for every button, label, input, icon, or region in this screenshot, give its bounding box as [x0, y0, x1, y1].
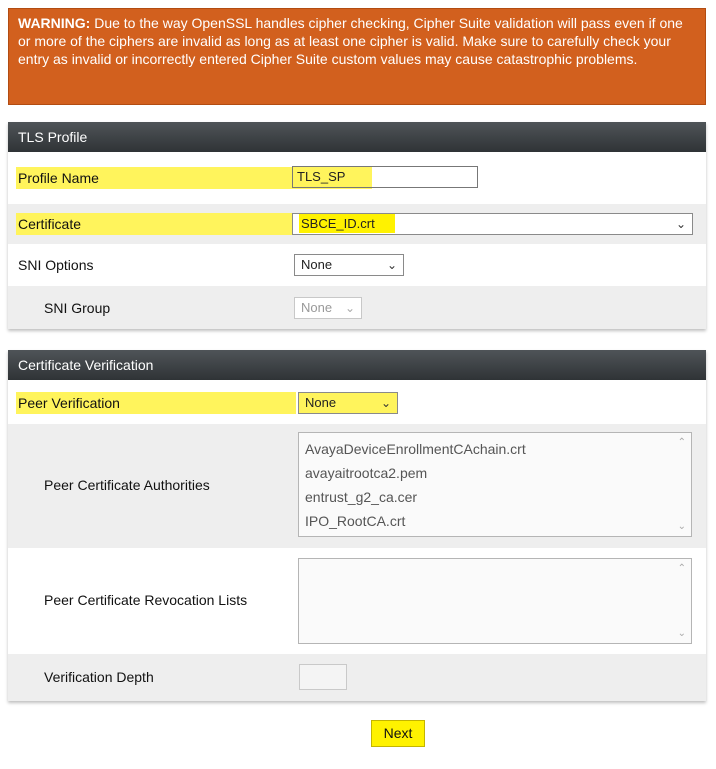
certificate-select[interactable] [292, 213, 693, 235]
list-item[interactable]: entrust_g2_ca.cer [305, 489, 418, 505]
verification-depth-label: Verification Depth [44, 669, 154, 685]
verification-depth-input [299, 664, 347, 690]
sni-options-value: None [301, 257, 333, 272]
peer-cert-authorities-row [8, 424, 706, 548]
chevron-down-icon: ⌄ [675, 217, 686, 231]
list-item[interactable]: avayaitrootca2.pem [305, 465, 428, 481]
cert-verification-panel [8, 350, 706, 701]
cert-verification-header: Certificate Verification [8, 350, 706, 380]
peer-cert-revocation-list[interactable] [298, 558, 692, 644]
peer-verification-row [8, 380, 706, 424]
verification-depth-row [8, 654, 706, 701]
scroll-up-icon[interactable]: ⌃ [677, 437, 686, 448]
peer-cert-revocation-row [8, 548, 706, 654]
profile-name-row [8, 152, 706, 204]
scroll-down-icon[interactable]: ⌄ [677, 628, 686, 639]
warning-prefix: WARNING: [18, 15, 91, 31]
chevron-down-icon: ⌄ [386, 258, 397, 272]
chevron-down-icon: ⌄ [344, 301, 355, 315]
sni-group-value: None [301, 300, 333, 315]
scroll-up-icon[interactable]: ⌃ [677, 563, 686, 574]
certificate-label: Certificate [18, 216, 82, 232]
sni-options-select[interactable] [294, 254, 404, 276]
peer-verification-value: None [305, 395, 337, 410]
sni-options-row [8, 244, 706, 286]
certificate-row [8, 204, 706, 244]
peer-cert-authorities-list[interactable] [298, 432, 692, 537]
chevron-down-icon: ⌄ [380, 396, 391, 410]
sni-group-label: SNI Group [44, 300, 111, 316]
scroll-down-icon[interactable]: ⌄ [677, 521, 686, 532]
peer-verification-label: Peer Verification [18, 395, 120, 411]
warning-text: Due to the way OpenSSL handles cipher checking, Cipher Suite validation will pass even if one or more of the ciphers are invalid as long as at least one cipher is valid. Make sure to carefully check your entry as invalid or incorrectly entered Cipher Suite custom values may cause catastrophic problems. [18, 15, 683, 67]
certificate-value: SBCE_ID.crt [299, 214, 395, 233]
sni-options-label: SNI Options [18, 257, 94, 273]
next-button[interactable]: Next [371, 720, 425, 747]
peer-cert-authorities-label: Peer Certificate Authorities [44, 477, 210, 493]
list-item[interactable]: AvayaDeviceEnrollmentCAchain.crt [305, 441, 526, 457]
tls-profile-header: TLS Profile [8, 122, 706, 152]
list-item[interactable]: IPO_RootCA.crt [305, 513, 406, 529]
peer-verification-select[interactable] [298, 392, 398, 414]
tls-profile-panel [8, 122, 706, 329]
profile-name-label: Profile Name [18, 170, 99, 186]
peer-cert-revocation-label: Peer Certificate Revocation Lists [44, 592, 248, 608]
sni-group-row [8, 286, 706, 329]
profile-name-input[interactable] [292, 166, 478, 188]
profile-name-value: TLS_SP [297, 169, 346, 184]
warning-banner [8, 8, 706, 105]
sni-group-select [294, 297, 362, 319]
